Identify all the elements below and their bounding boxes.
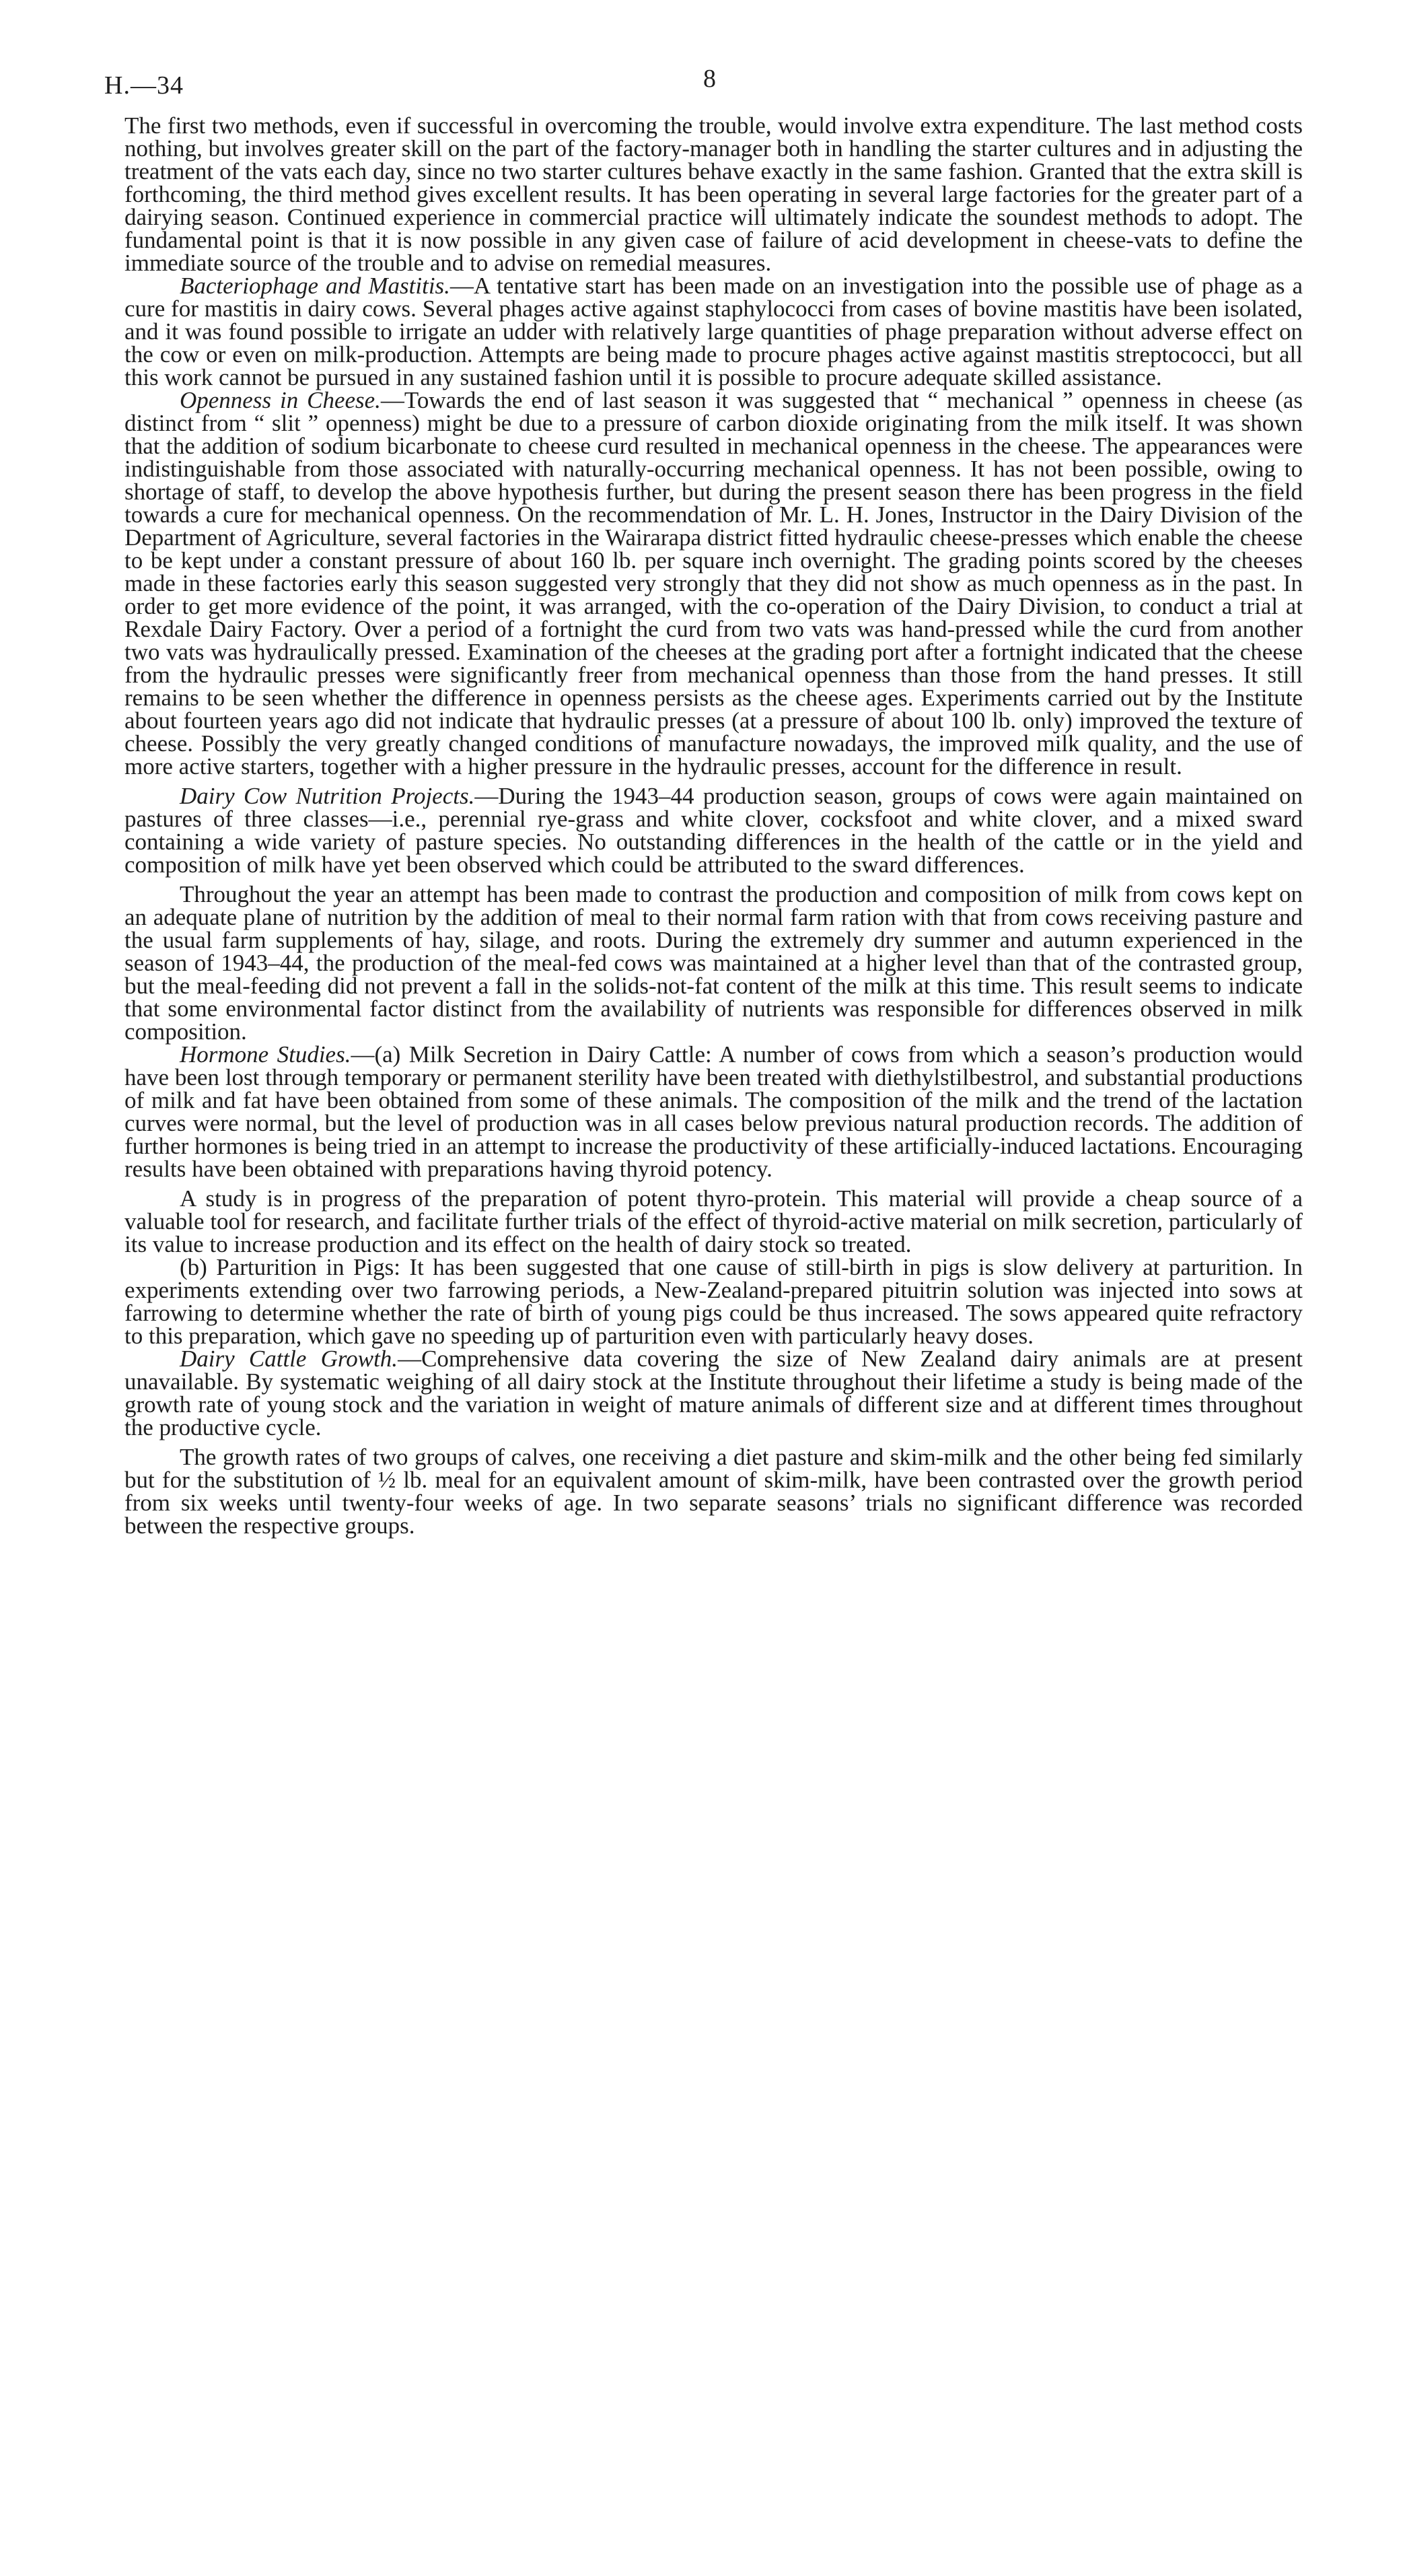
paragraph-text: A study is in progress of the preparation of potent thyro-protein. This material will provide a cheap source of a valuable tool for research, and facilitate further trials of the effect of thyroid-active material on milk secretion, particularly of its value to increase production and its effect on the health of dairy stock so treated. xyxy=(124,1185,1303,1257)
paragraph-openness-cheese xyxy=(124,389,1303,778)
paragraph-text: —Towards the end of last season it was suggested that “ mechanical ” openness in cheese (as distinct from “ slit ” openness) might be due to a pressure of carbon dioxide originating from the milk itself. It was shown that the addition of sodium bicarbonate to cheese curd resulted in mechanical openness in the cheese. The appearances were indistinguishable from those associated with naturally-occurring mechanical openness. It has not been possible, owing to shortage of staff, to develop the above hypothesis further, but during the present season there has been progress in the field towards a cure for mechanical openness. On the recommendation of Mr. L. H. Jones, Instructor in the Dairy Division of the Department of Agriculture, several factories in the Wairarapa district fitted hydraulic cheese-presses which enable the cheese to be kept under a constant pressure of about 160 lb. per square inch overnight. The grading points scored by the cheeses made in these factories early this season suggested very strongly that they did not show as much openness as in the past. In order to get more evidence of the point, it was arranged, with the co-operation of the Dairy Division, to conduct a trial at Rexdale Dairy Factory. Over a period of a fortnight the curd from two vats was hand-pressed while the curd from another two vats was hydraulically pressed. Examination of the cheeses at the grading port after a fortnight indicated that the cheese from the hydraulic presses were significantly freer from mechanical openness than those from the hand presses. It still remains to be seen whether the difference in openness persists as the cheese ages. Experiments carried out by the Institute about fourteen years ago did not indicate that hydraulic presses (at a pressure of about 100 lb. only) improved the texture of cheese. Possibly the very greatly changed conditions of manufacture nowadays, the improved milk quality, and the use of more active starters, together with a higher pressure in the hydraulic presses, account for the difference in result. xyxy=(124,387,1303,779)
paragraph-bacteriophage-mastitis xyxy=(124,275,1303,389)
paragraph-text: —Comprehensive data covering the size of New Zealand dairy animals are at present unavailable. By systematic weighing of all dairy stock at the Institute throughout their lifetime a study is being made of the growth rate of young stock and the variation in weight of mature animals of different size and at different times throughout the productive cycle. xyxy=(124,1346,1303,1440)
section-heading: Dairy Cow Nutrition Projects. xyxy=(180,783,475,809)
paragraph-dairy-cattle-growth xyxy=(124,1348,1303,1439)
section-heading: Openness in Cheese. xyxy=(180,387,381,413)
paragraph-calf-growth-rates xyxy=(124,1446,1303,1537)
paragraph-hormone-studies xyxy=(124,1043,1303,1181)
section-heading: Dairy Cattle Growth. xyxy=(180,1346,398,1372)
paragraph-dairy-cow-nutrition xyxy=(124,785,1303,876)
section-heading: Bacteriophage and Mastitis. xyxy=(180,273,450,299)
document-reference: H.—34 xyxy=(104,71,184,100)
paragraph-methods-continued xyxy=(124,114,1303,275)
paragraph-text: The first two methods, even if successful in overcoming the trouble, would involve extra expenditure. The last method costs nothing, but involves greater skill on the part of the factory-manager both in handling the starter cultures and in adjusting the treatment of the vats each day, since no two starter cultures behave exactly in the same fashion. Granted that the extra skill is forthcoming, the third method gives excellent results. It has been operating in several large factories for the greater part of a dairying season. Continued experience in commercial practice will ultimately indicate the soundest methods to adopt. The fundamental point is that it is now possible in any given case of failure of acid development in cheese-vats to define the immediate source of the trouble and to advise on remedial measures. xyxy=(124,112,1303,276)
paragraph-text: —During the 1943–44 production season, groups of cows were again maintained on pastures of three classes—i.e., perennial rye-grass and white clover, cocksfoot and white clover, and a mixed sward containing a wide variety of pasture species. No outstanding differences in the health of the cattle or in the yield and composition of milk have yet been observed which could be attributed to the sward differences. xyxy=(124,783,1303,878)
paragraph-parturition-pigs xyxy=(124,1256,1303,1348)
paragraph-nutrition-throughout-year xyxy=(124,883,1303,1043)
page-number: 8 xyxy=(703,65,716,93)
paragraph-text: —(a) Milk Secretion in Dairy Cattle: A number of cows from which a season’s production would have been lost through temporary or permanent sterility have been treated with diethylstilbestrol, and substantial productions of milk and fat have been obtained from some of these animals. The composition of the milk and the trend of the lactation curves were normal, but the level of production was in all cases below previous natural production records. The addition of further hormones is being tried in an attempt to increase the productivity of these artificially-induced lactations. Encouraging results have been obtained with preparations having thyroid potency. xyxy=(124,1041,1303,1182)
paragraph-thyro-protein xyxy=(124,1187,1303,1256)
document-body xyxy=(124,114,1303,1537)
paragraph-text: —A tentative start has been made on an investigation into the possible use of phage as a cure for mastitis in dairy cows. Several phages active against staphylococci from cases of bovine mastitis have been isolated, and it was found possible to irrigate an udder with relatively large quantities of phage preparation without adverse effect on the cow or even on milk-production. Attempts are being made to procure phages active against mastitis streptococci, but all this work cannot be pursued in any sustained fashion until it is possible to procure adequate skilled assistance. xyxy=(124,273,1303,390)
paragraph-text: (b) Parturition in Pigs: It has been suggested that one cause of still-birth in pigs is slow delivery at parturition. In experiments extending over two farrowing periods, a New-Zealand-prepared pituitrin solution was injected into sows at farrowing to determine whether the rate of birth of young pigs could be thus increased. The sows appeared quite refractory to this preparation, which gave no speeding up of parturition even with particularly heavy doses. xyxy=(124,1254,1303,1349)
paragraph-text: The growth rates of two groups of calves, one receiving a diet pasture and skim-milk and the other being fed similarly but for the substitution of ½ lb. meal for an equivalent amount of skim-milk, have been contrasted over the growth period from six weeks until twenty-four weeks of age. In two separate seasons’ trials no significant difference was recorded between the respective groups. xyxy=(124,1444,1303,1539)
page-header xyxy=(104,47,1303,114)
paragraph-text: Throughout the year an attempt has been made to contrast the production and composition of milk from cows kept on an adequate plane of nutrition by the addition of meal to their normal farm ration with that from cows receiving pasture and the usual farm supplements of hay, silage, and roots. During the extremely dry summer and autumn experienced in the season of 1943–44, the production of the meal-fed cows was maintained at a higher level than that of the contrasted group, but the meal-feeding did not prevent a fall in the solids-not-fat content of the milk at this time. This result seems to indicate that some environmental factor distinct from the availability of nutrients was responsible for differences observed in milk composition. xyxy=(124,881,1303,1045)
section-heading: Hormone Studies. xyxy=(180,1041,351,1068)
